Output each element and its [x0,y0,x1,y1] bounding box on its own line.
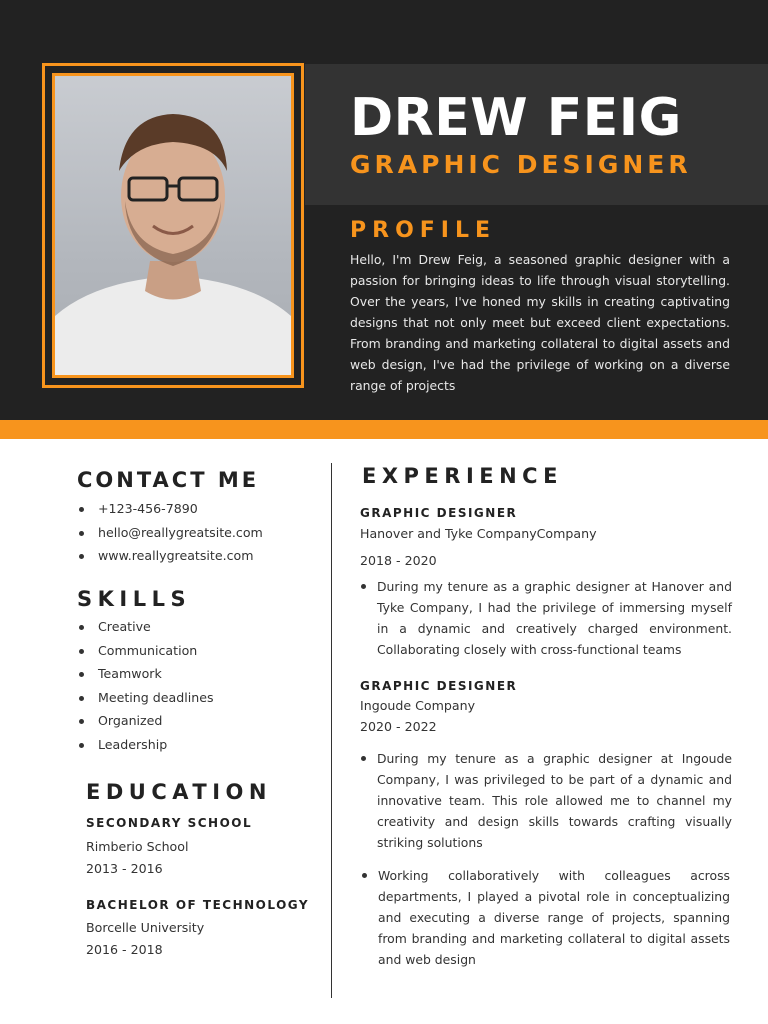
portrait-illustration [55,76,291,375]
job-title: GRAPHIC DESIGNER [350,150,692,179]
skill-item: Leadership [77,733,214,757]
profile-heading: PROFILE [350,218,497,243]
column-divider [331,463,332,998]
skills-list [77,615,214,756]
person-name: DREW FEIG [350,88,682,148]
bullet-dot [361,756,366,761]
profile-text: Hello, I'm Drew Feig, a seasoned graphic designer with a passion for bringing ideas to life through visual storytelling. Over the years, I've honed my skills in creating captivating designs that not only meet but exceed client expectations. From branding and marketing collateral to digital assets and web design, I've had the privilege of working on a diverse range of projects [350,252,730,393]
contact-website[interactable]: www.reallygreatsite.com [77,544,263,568]
skill-item: Teamwork [77,662,214,686]
skill-item: Communication [77,639,214,663]
contact-heading: CONTACT ME [77,468,260,492]
job-role: GRAPHIC DESIGNER [360,679,518,693]
job-years: 2018 - 2020 [360,553,437,568]
skill-item: Organized [77,709,214,733]
education-degree: SECONDARY SCHOOL [86,816,253,830]
bullet-dot [362,873,367,878]
job-role: GRAPHIC DESIGNER [360,506,518,520]
job-bullet-text: Working collaboratively with colleagues across departments, I played a pivotal role in conceptualizing and executing a diverse range of projects, spanning from branding and marketing collateral to digital assets and web design [378,868,730,967]
contact-phone[interactable]: +123-456-7890 [77,497,263,521]
education-school: Rimberio School [86,839,189,854]
job-years: 2020 - 2022 [360,719,437,734]
job-company: Ingoude Company [360,698,476,713]
accent-bar [0,420,768,439]
job-bullet-text: During my tenure as a graphic designer at Hanover and Tyke Company, I had the privilege of immersing myself in a dynamic and creatively charged environment. Collaborating closely with cross-functional teams [377,579,732,657]
education-years: 2013 - 2016 [86,861,163,876]
skill-item: Creative [77,615,214,639]
education-degree: BACHELOR OF TECHNOLOGY [86,898,310,912]
education-school: Borcelle University [86,920,205,935]
education-years: 2016 - 2018 [86,942,163,957]
bullet-dot [361,584,366,589]
contact-email[interactable]: hello@reallygreatsite.com [77,521,263,545]
education-heading: EDUCATION [86,780,272,804]
job-bullet [378,865,730,970]
job-bullet [377,576,732,660]
job-company: Hanover and Tyke CompanyCompany [360,526,597,541]
skill-item: Meeting deadlines [77,686,214,710]
skills-heading: SKILLS [77,587,192,611]
contact-list [77,497,263,568]
profile-photo [52,73,294,378]
job-bullet-text: During my tenure as a graphic designer at Ingoude Company, I was privileged to be part of a dynamic and innovative team. This role allowed me to channel my creativity and design skills towards crafting visually striking solutions [377,751,732,850]
experience-heading: EXPERIENCE [362,464,563,488]
job-bullet [377,748,732,853]
